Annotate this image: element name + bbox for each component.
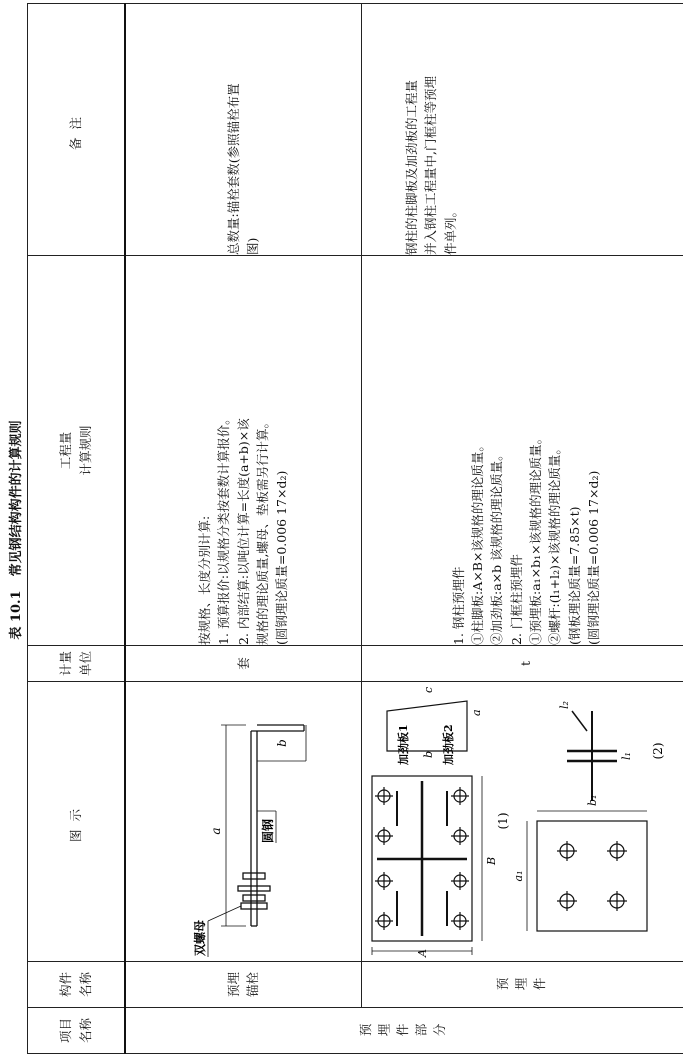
- anchor-bolt-figure: [126, 681, 356, 961]
- unit-set: 套: [125, 646, 362, 682]
- table-number: 表 10.1: [9, 590, 24, 640]
- anchor-bolt-drawing: [208, 725, 306, 957]
- header-row: [28, 4, 125, 1054]
- header-unit: 计量 单位: [28, 646, 125, 682]
- label-a: a: [208, 827, 223, 835]
- embedded-plate-drawing: [527, 711, 647, 931]
- section-name-cell: [125, 1008, 683, 1054]
- unit-ton: t: [361, 646, 683, 682]
- header-component-name: 构件 名称: [28, 962, 125, 1008]
- label-c-stiffener: c: [421, 686, 435, 693]
- rules-anchor-bolt: 按规格、长度分别计算: 1. 预算报价:以规格分类按套数计算报价。 2. 内部结算:以吨位计算=长度(a+b)×该 规格的理论质量,螺母、垫板需另行计算。 (圆钢理论质量=0.006 17×d₂): [125, 256, 362, 646]
- note-anchor-bolt: 总数量:锚栓套数(参照锚栓布置 图): [125, 4, 362, 256]
- label-b: b: [274, 739, 289, 747]
- component-anchor-bolt: 预埋 锚栓: [125, 962, 362, 1008]
- label-double-nut: 双螺母: [192, 919, 207, 956]
- figure-embedded-part-cell: [361, 682, 683, 962]
- component-embedded-part: 预埋件: [361, 962, 683, 1008]
- label-b1: b₁: [585, 794, 599, 806]
- header-figure: 图示: [28, 682, 125, 962]
- header-project-name: 项目 名称: [28, 1008, 125, 1054]
- plate-bolt-holes: [557, 841, 627, 911]
- label-a1: a₁: [511, 870, 525, 882]
- figure-anchor-bolt-cell: [125, 682, 362, 962]
- label-A: A: [415, 949, 429, 957]
- rules-table: [27, 3, 683, 1054]
- figure2-caption: (2): [650, 742, 665, 760]
- label-l1: l₁: [619, 752, 633, 760]
- note-embedded-part: 钢柱的柱脚板及加劲板的工程量 并入钢柱工程量中,门框柱等预埋 件单列。: [361, 4, 683, 256]
- label-stiffener1: 加劲板1: [396, 724, 410, 765]
- label-a-stiffener: a: [469, 709, 483, 716]
- label-B: B: [484, 856, 498, 866]
- label-round-steel: 圆钢: [260, 818, 275, 843]
- base-plate-drawing: [372, 776, 482, 955]
- section-name: 预埋件部分: [358, 1022, 452, 1038]
- rules-embedded-part: 1. 钢柱预埋件 ①柱脚板:A×B×该规格的理论质量。 ②加劲板:a×b 该规格的理论质量。 2. 门框柱预埋件 ①预埋板:a₁×b₁×该规格的理论质量。 ②螺杆:(l₁+l₂)×该规格的理论质量。 (钢板理论质量=7.85×t) (圆钢理论质量=0.006 17×d₂): [361, 256, 683, 646]
- table-caption: [5, 0, 24, 1060]
- embedded-part-figure: [362, 681, 683, 961]
- header-note: 备注: [28, 4, 125, 256]
- label-b-stiffener: b: [421, 750, 435, 758]
- label-l2: l₂: [557, 701, 571, 709]
- table-row-anchor-bolt: [125, 4, 362, 1054]
- figure1-caption: (1): [495, 812, 510, 830]
- table-title: 常见钢结构构件的计算规则: [9, 420, 24, 577]
- header-rule: 工程量 计算规则: [28, 256, 125, 646]
- table-row-embedded-part: [361, 4, 683, 1054]
- label-stiffener2: 加劲板2: [441, 724, 455, 765]
